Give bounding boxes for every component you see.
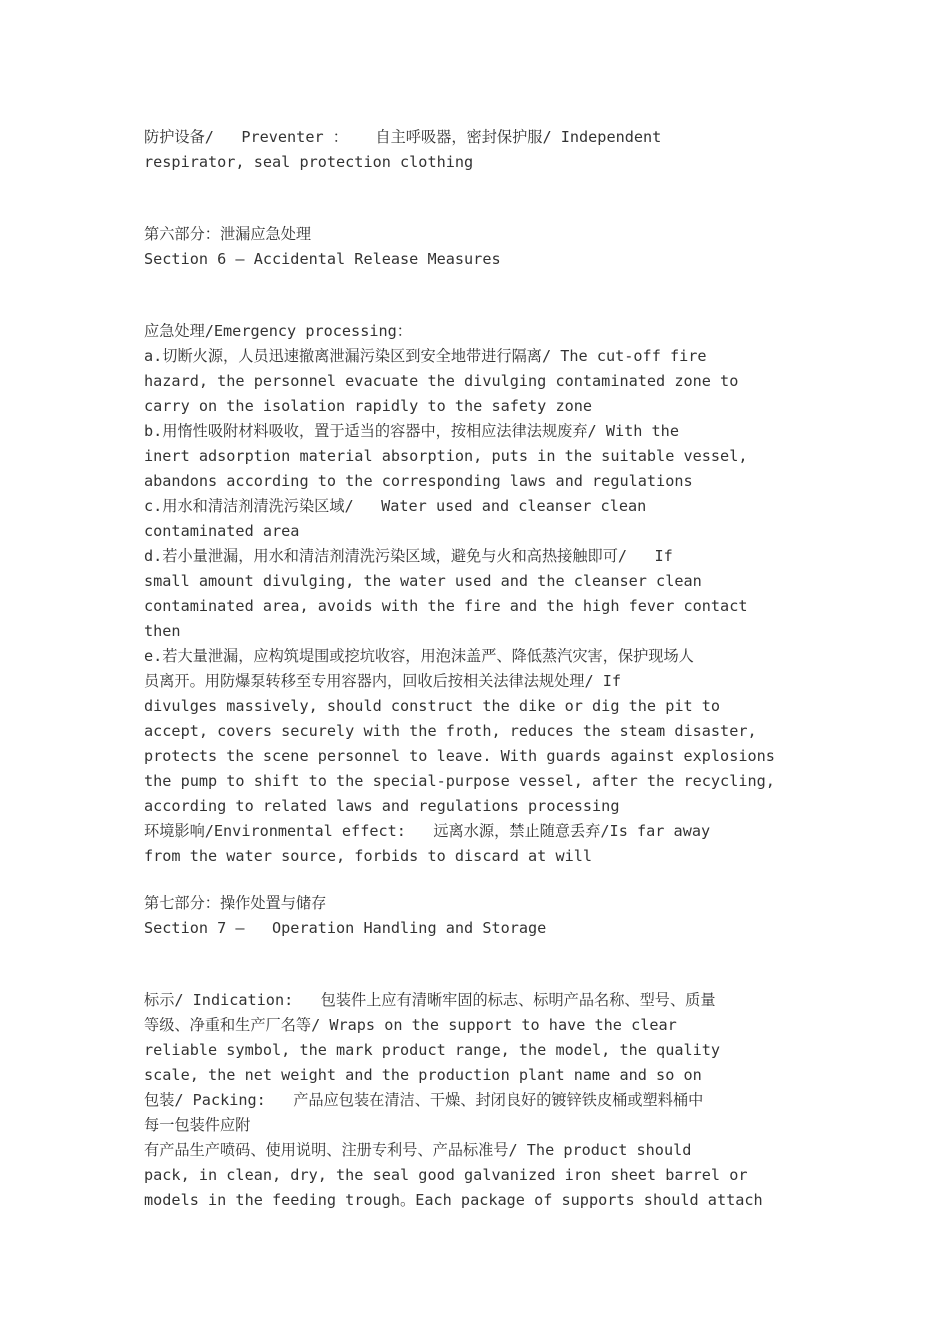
text-line: hazard, the personnel evacuate the divulging contaminated zone to (144, 372, 739, 390)
text-line: inert adsorption material absorption, puts in the suitable vessel, (144, 447, 748, 465)
text-line: 等级、净重和生产厂名等/ Wraps on the support to have the clear (144, 1016, 677, 1034)
text-line: 标示/ Indication: 包装件上应有清晰牢固的标志、标明产品名称、型号、质量 (144, 991, 716, 1009)
section-title-zh: 第六部分：泄漏应急处理 (144, 225, 312, 243)
text-line: scale, the net weight and the production plant name and so on (144, 1066, 702, 1084)
text-line: from the water source, forbids to discard at will (144, 847, 593, 865)
list-item (144, 544, 816, 644)
spacer (144, 941, 816, 988)
spacer (144, 869, 816, 891)
section-title-zh: 第七部分：操作处置与储存 (144, 894, 327, 912)
section-7-heading (144, 891, 816, 941)
section-title-en: Section 6 – Accidental Release Measures (144, 250, 501, 268)
text-line: reliable symbol, the mark product range, the model, the quality (144, 1041, 721, 1059)
text-line: according to related laws and regulations processing (144, 797, 620, 815)
text-line: divulges massively, should construct the dike or dig the pit to (144, 697, 721, 715)
text-line: contaminated area, avoids with the fire and the high fever contact (144, 597, 748, 615)
spacer (144, 175, 816, 222)
text-line: d.若小量泄漏，用水和清洁剂清洗污染区域，避免与火和高热接触即可/ If (144, 547, 673, 565)
text-line: then (144, 622, 181, 640)
environmental-effect (144, 819, 816, 869)
text-line: e.若大量泄漏，应构筑堤围或挖坑收容，用泡沫盖严、降低蒸汽灾害，保护现场人 (144, 647, 694, 665)
text-line: pack, in clean, dry, the seal good galvanized iron sheet barrel or (144, 1166, 748, 1184)
emergency-label: 应急处理/Emergency processing： (144, 322, 412, 340)
section-title-en: Section 7 – Operation Handling and Storage (144, 919, 547, 937)
text-line: protects the scene personnel to leave. With guards against explosions (144, 747, 775, 765)
text-line: 防护设备/ Preventer ： 自主呼吸器，密封保护服/ Independent (144, 128, 662, 146)
text-line: abandons according to the corresponding laws and regulations (144, 472, 693, 490)
text-line: respirator, seal protection clothing (144, 153, 474, 171)
text-line: 员离开。用防爆泵转移至专用容器内，回收后按相关法律法规处理/ If (144, 672, 622, 690)
text-line: a.切断火源，人员迅速撤离泄漏污染区到安全地带进行隔离/ The cut-off fire (144, 347, 707, 365)
preventer-paragraph (144, 125, 816, 175)
list-item (144, 494, 816, 544)
text-line: accept, covers securely with the froth, reduces the steam disaster, (144, 722, 757, 740)
text-line: 有产品生产喷码、使用说明、注册专利号、产品标准号/ The product should (144, 1141, 692, 1159)
text-line: 包装/ Packing: 产品应包装在清洁、干燥、封闭良好的镀锌铁皮桶或塑料桶中 (144, 1091, 704, 1109)
text-line: b.用惰性吸附材料吸收，置于适当的容器中，按相应法律法规废弃/ With the (144, 422, 679, 440)
text-line: 环境影响/Environmental effect: 远离水源，禁止随意丢弃/Is far away (144, 822, 711, 840)
text-line: small amount divulging, the water used and the cleanser clean (144, 572, 702, 590)
packing-paragraph (144, 1088, 816, 1213)
list-item (144, 644, 816, 819)
indication-paragraph (144, 988, 816, 1088)
text-line: c.用水和清洁剂清洗污染区域/ Water used and cleanser clean (144, 497, 647, 515)
document-page (144, 125, 816, 1213)
text-line: carry on the isolation rapidly to the safety zone (144, 397, 593, 415)
text-line: models in the feeding trough。Each package of supports should attach (144, 1191, 763, 1209)
list-item (144, 344, 816, 419)
list-item (144, 419, 816, 494)
text-line: the pump to shift to the special-purpose vessel, after the recycling, (144, 772, 775, 790)
emergency-processing (144, 319, 816, 869)
text-line: 每一包装件应附 (144, 1116, 251, 1134)
spacer (144, 272, 816, 319)
section-6-heading (144, 222, 816, 272)
text-line: contaminated area (144, 522, 300, 540)
